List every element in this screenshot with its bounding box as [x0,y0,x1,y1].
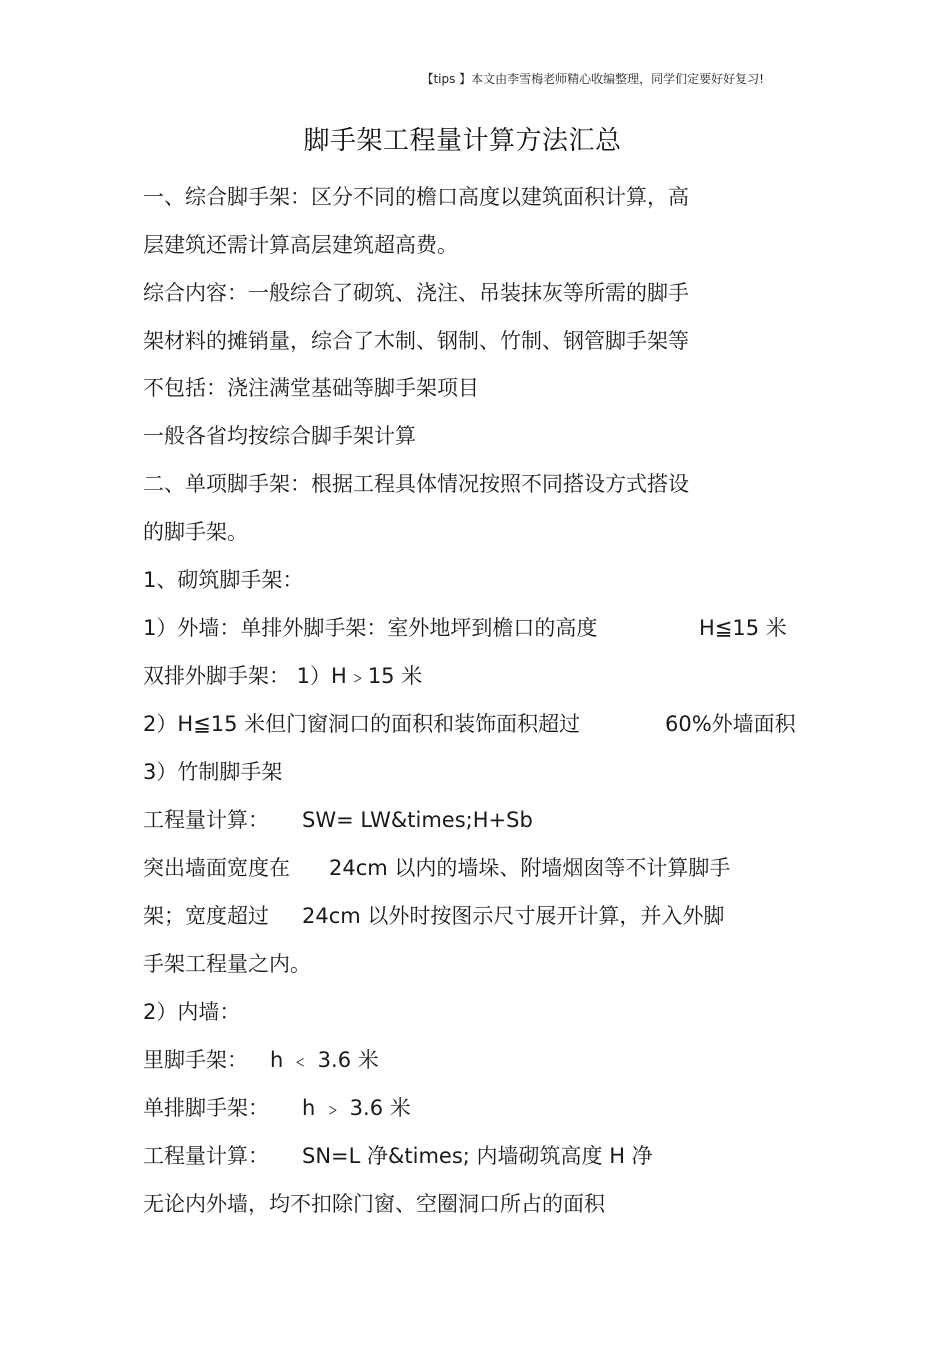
paragraph-line: 一、综合脚手架：区分不同的檐口高度以建筑面积计算，高 [143,185,689,209]
formula-text: SN=L 净&times; 内墙砌筑高度 H 净 [302,1144,653,1168]
paragraph-line: 不包括：浇注满堂基础等脚手架项目 [143,376,479,400]
paragraph-line: 双排外脚手架： 1）H﹥15 米 [143,664,423,688]
header-tips: 【tips 】本文由李雪梅老师精心收编整理，同学们定要好好复习! [421,72,764,86]
section-heading: 1、砌筑脚手架： [143,568,304,592]
paragraph-line: 层建筑还需计算高层建筑超高费。 [143,233,458,257]
paragraph-line: 无论内外墙，均不扣除门窗、空圈洞口所占的面积 [143,1192,605,1216]
formula-text: h ﹤ 3.6 米 [270,1048,379,1072]
formula-text: 60%外墙面积 [665,712,796,736]
paragraph-line: 架材料的摊销量，综合了木制、钢制、竹制、钢管脚手架等 [143,329,689,353]
paragraph-line: 架；宽度超过 [143,904,269,928]
paragraph-line: 2）H≦15 米但门窗洞口的面积和装饰面积超过 [143,712,581,736]
paragraph-line: 工程量计算： [143,808,269,832]
paragraph-line: 综合内容：一般综合了砌筑、浇注、吊装抹灰等所需的脚手 [143,281,689,305]
paragraph-line: 一般各省均按综合脚手架计算 [143,424,416,448]
paragraph-line: 手架工程量之内。 [143,952,311,976]
paragraph-line: 1）外墙：单排外脚手架：室外地坪到檐口的高度 [143,616,598,640]
paragraph-line: 24cm 以内的墙垛、附墙烟囱等不计算脚手 [329,856,731,880]
paragraph-line: 的脚手架。 [143,520,248,544]
paragraph-line: 3）竹制脚手架 [143,760,283,784]
paragraph-line: 工程量计算： [143,1144,269,1168]
section-heading: 2）内墙： [143,1000,241,1024]
paragraph-line: 二、单项脚手架：根据工程具体情况按照不同搭设方式搭设 [143,472,689,496]
paragraph-line: 突出墙面宽度在 [143,856,290,880]
paragraph-line: 里脚手架： [143,1048,248,1072]
formula-text: SW= LW&times;H+Sb [302,808,533,832]
formula-text: h ﹥ 3.6 米 [302,1096,411,1120]
paragraph-line: 24cm 以外时按图示尺寸展开计算，并入外脚 [302,904,725,928]
formula-text: H≦15 米 [699,616,787,640]
paragraph-line: 单排脚手架： [143,1096,269,1120]
document-title: 脚手架工程量计算方法汇总 [303,126,622,156]
